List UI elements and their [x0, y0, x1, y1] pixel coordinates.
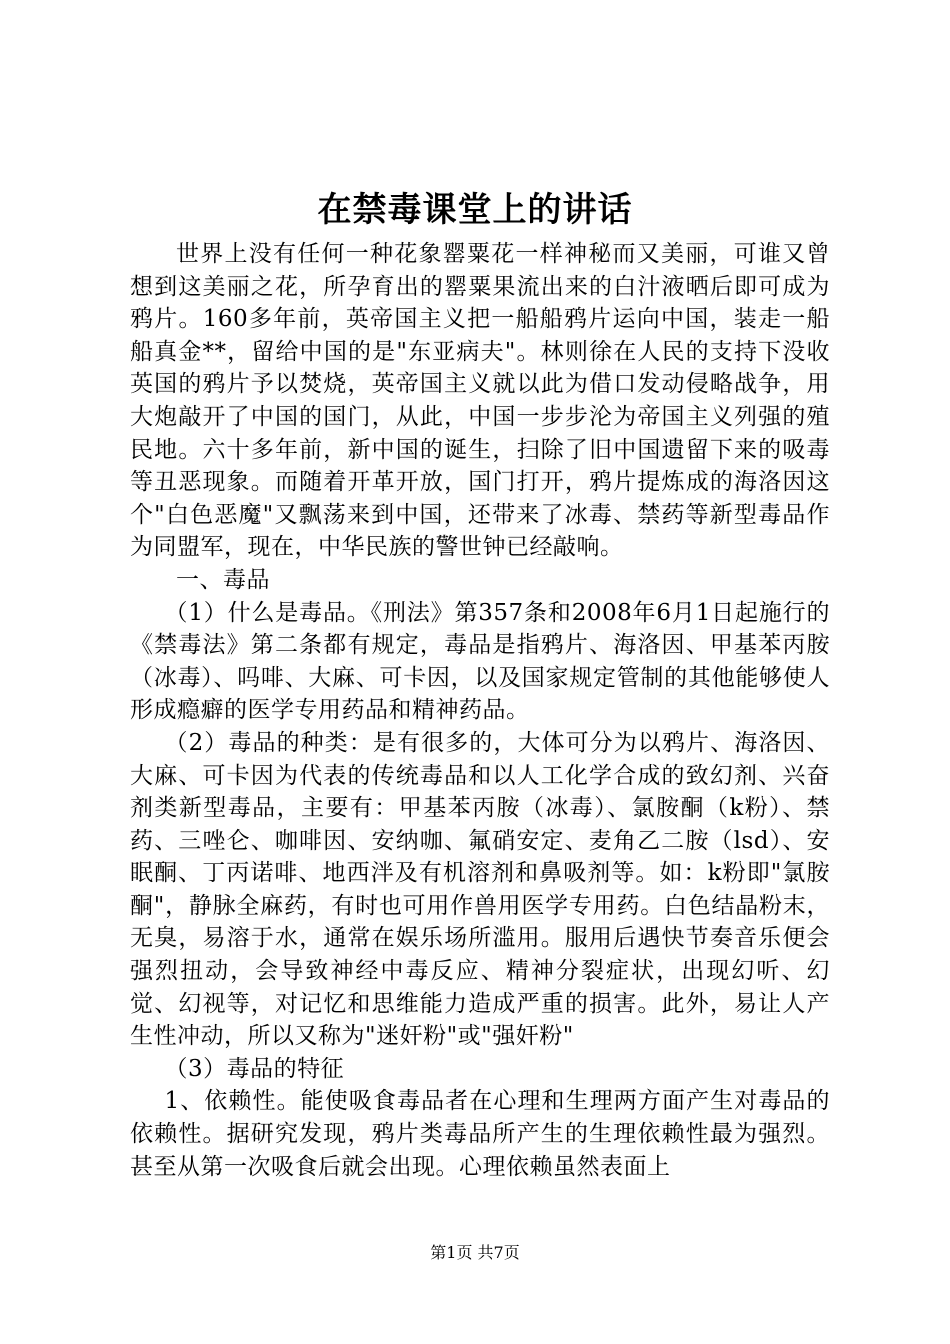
page-footer: 第1页 共7页 [430, 1243, 520, 1262]
document-title: 在禁毒课堂上的讲话 [317, 190, 633, 230]
paragraph-intro: 世界上没有任何一种花象罂粟花一样神秘而又美丽，可谁又曾想到这美丽之花，所孕育出的罂粟果流出来的白汁液晒后即可成为鸦片。160多年前，英帝国主义把一船船鸦片运向中国，装走一船船真金**，留给中国的是"东亚病夫"。林则徐在人民的支持下没收英国的鸦片予以焚烧，英帝国主义就以此为借口发动侵略战争，用大炮敲开了中国的国门，从此，中国一步步沦为帝国主义列强的殖民地。六十多年前，新中国的诞生，扫除了旧中国遗留下来的吸毒等丑恶现象。而随着开革开放，国门打开，鸦片提炼成的海洛因这个"白色恶魔"又飘荡来到中国，还带来了冰毒、禁药等新型毒品作为同盟军，现在，中华民族的警世钟已经敲响。 [130, 241, 830, 561]
section-heading-drugs: 一、毒品 [176, 566, 270, 593]
document-body [130, 238, 830, 1183]
paragraph-drug-features-heading: （3）毒品的特征 [164, 1055, 345, 1082]
paragraph-dependency: 1、依赖性。能使吸食毒品者在心理和生理两方面产生对毒品的依赖性。据研究发现，鸦片类毒品所产生的生理依赖性最为强烈。甚至从第一次吸食后就会出现。心理依赖虽然表面上 [130, 1088, 830, 1180]
paragraph-what-is-drug: （1）什么是毒品。《刑法》第357条和2008年6月1日起施行的《禁毒法》第二条都有规定，毒品是指鸦片、海洛因、甲基苯丙胺（冰毒）、吗啡、大麻、可卡因，以及国家规定管制的其他能够使人形成瘾癖的医学专用药品和精神药品。 [130, 599, 830, 724]
paragraph-drug-types: （2）毒品的种类：是有很多的，大体可分为以鸦片、海洛因、大麻、可卡因为代表的传统毒品和以人工化学合成的致幻剂、兴奋剂类新型毒品，主要有：甲基苯丙胺（冰毒）、氯胺酮（k粉）、禁药、三唑仑、咖啡因、安纳咖、氟硝安定、麦角乙二胺（lsd）、安眠酮、丁丙诺啡、地西泮及有机溶剂和鼻吸剂等。如：k粉即"氯胺酮"，静脉全麻药，有时也可用作兽用医学专用药。白色结晶粉末，无臭，易溶于水，通常在娱乐场所滥用。服用后遇快节奏音乐便会强烈扭动，会导致神经中毒反应、精神分裂症状，出现幻听、幻觉、幻视等，对记忆和思维能力造成严重的损害。此外，易让人产生性冲动，所以又称为"迷奸粉"或"强奸粉" [130, 729, 830, 1050]
